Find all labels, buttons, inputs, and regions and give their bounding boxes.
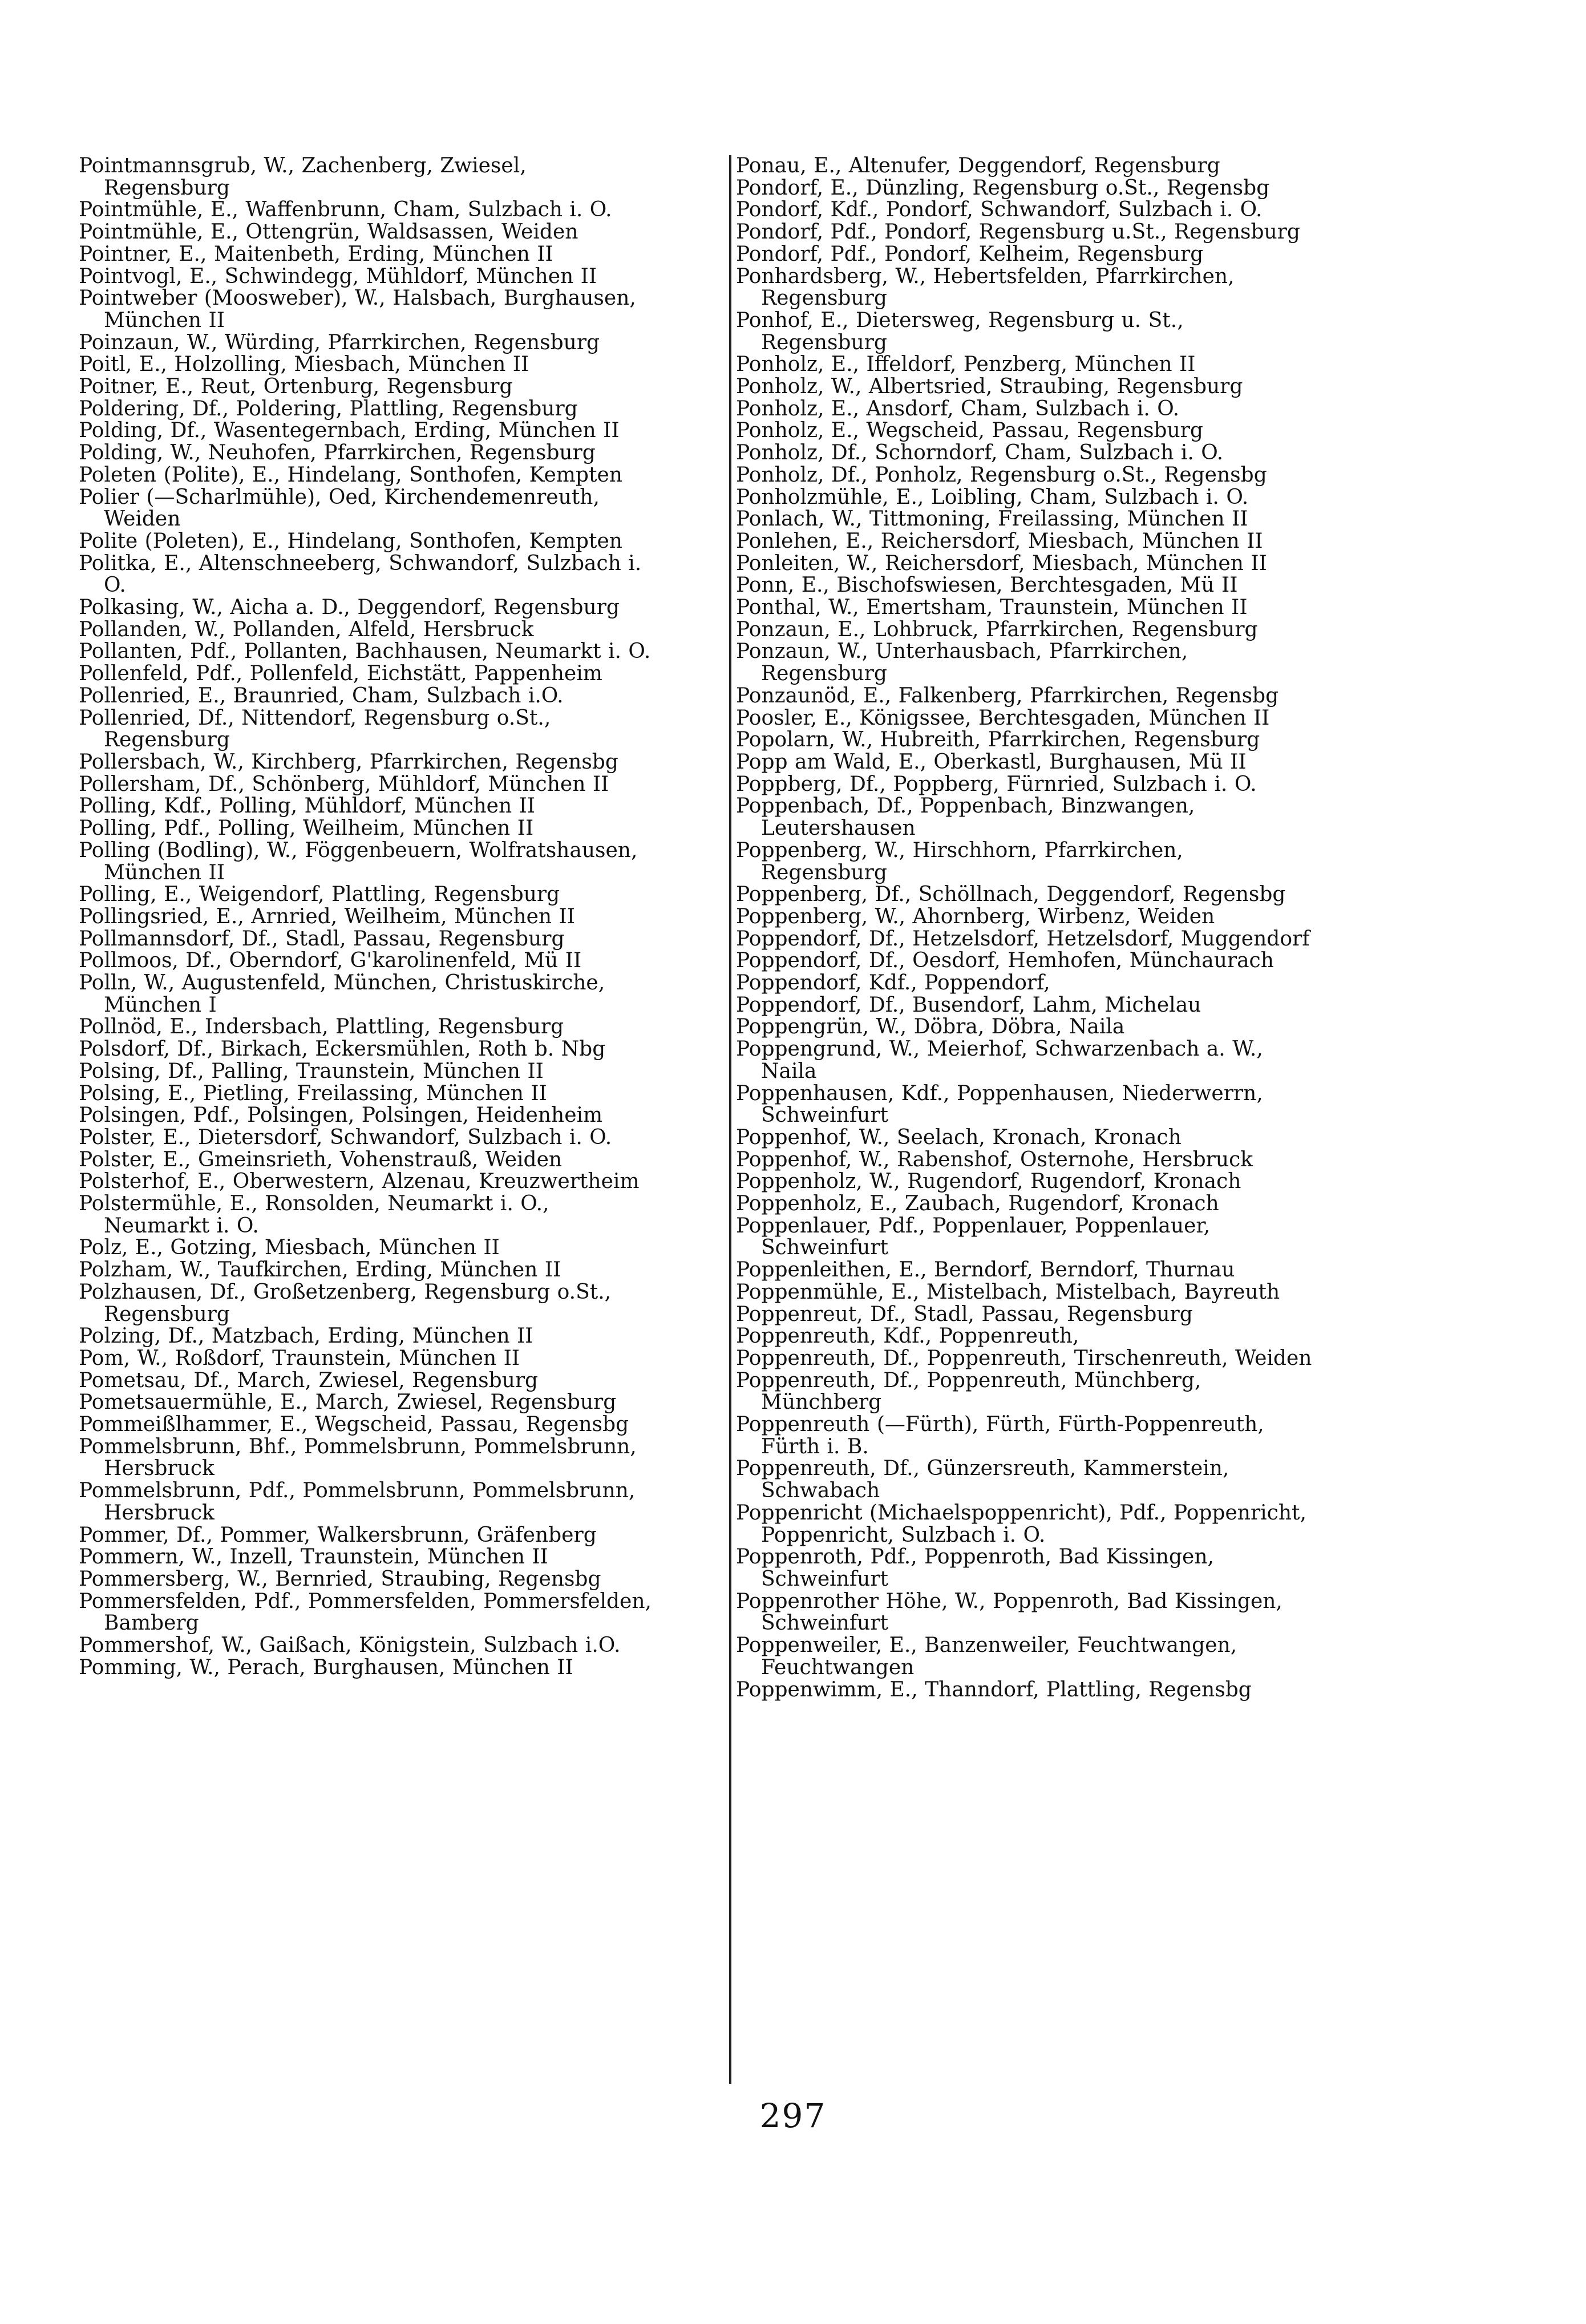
gazetteer-entry: Ponlach, W., Tittmoning, Freilassing, München II [736, 507, 1248, 531]
gazetteer-entry: Poppenhausen, Kdf., Poppenhausen, Niederwerrn, Schweinfurt [736, 1081, 1263, 1127]
gazetteer-entry: Ponholz, E., Ansdorf, Cham, Sulzbach i. O. [736, 397, 1180, 421]
gazetteer-entry: Poppenrother Höhe, W., Poppenroth, Bad Kissingen, Schweinfurt [736, 1589, 1282, 1635]
gazetteer-entry: Poppenleithen, E., Berndorf, Berndorf, Thurnau [736, 1258, 1235, 1282]
gazetteer-entry: Poppenhof, W., Seelach, Kronach, Kronach [736, 1125, 1182, 1149]
gazetteer-entry: Poppenroth, Pdf., Poppenroth, Bad Kissingen, Schweinfurt [736, 1545, 1214, 1591]
column-divider [729, 155, 731, 2084]
gazetteer-entry: Poppenreuth, Df., Poppenreuth, Münchberg, Münchberg [736, 1368, 1201, 1414]
gazetteer-entry: Polsdorf, Df., Birkach, Eckersmühlen, Roth b. Nbg [79, 1037, 606, 1061]
gazetteer-entry: Polier (—Scharlmühle), Oed, Kirchendemenreuth, Weiden [79, 485, 600, 531]
gazetteer-entry: Poppenholz, E., Zaubach, Rugendorf, Kronach [736, 1192, 1219, 1216]
gazetteer-entry: Pondorf, Pdf., Pondorf, Regensburg u.St., Regensburg [736, 220, 1300, 244]
gazetteer-entry: Poppenreuth, Df., Poppenreuth, Tirschenreuth, Weiden [736, 1346, 1312, 1370]
gazetteer-entry: Pointmannsgrub, W., Zachenberg, Zwiesel, Regensburg [79, 154, 527, 200]
gazetteer-entry: Polzham, W., Taufkirchen, Erding, München II [79, 1258, 561, 1282]
gazetteer-entry: Poppenwimm, E., Thanndorf, Plattling, Regensbg [736, 1678, 1252, 1701]
gazetteer-entry: Polling, Kdf., Polling, Mühldorf, München II [79, 794, 536, 818]
gazetteer-entry: Poppengrün, W., Döbra, Döbra, Naila [736, 1015, 1125, 1039]
gazetteer-entry: Pointmühle, E., Ottengrün, Waldsassen, Weiden [79, 220, 578, 244]
gazetteer-entry: Pollenfeld, Pdf., Pollenfeld, Eichstätt, Pappenheim [79, 662, 602, 686]
gazetteer-entry: Polzhausen, Df., Großetzenberg, Regensburg o.St., Regensburg [79, 1280, 612, 1326]
gazetteer-entry: Poppenreuth, Kdf., Poppenreuth, [736, 1324, 1079, 1348]
gazetteer-entry: Pondorf, Pdf., Pondorf, Kelheim, Regensburg [736, 242, 1204, 266]
gazetteer-entry: Polzing, Df., Matzbach, Erding, München II [79, 1324, 533, 1348]
gazetteer-entry: Poitl, E., Holzolling, Miesbach, München II [79, 353, 529, 377]
gazetteer-entry: Ponholz, W., Albertsried, Straubing, Regensburg [736, 375, 1243, 399]
gazetteer-entry: Pomming, W., Perach, Burghausen, München II [79, 1655, 573, 1679]
gazetteer-entry: Poppenberg, W., Hirschhorn, Pfarrkirchen, Regensburg [736, 838, 1183, 884]
gazetteer-entry: Poppendorf, Df., Oesdorf, Hemhofen, Münchaurach [736, 949, 1274, 973]
gazetteer-entry: Popp am Wald, E., Oberkastl, Burghausen, Mü II [736, 750, 1247, 774]
gazetteer-entry: Pollanden, W., Pollanden, Alfeld, Hersbruck [79, 617, 534, 641]
gazetteer-entry: Poppenricht (Michaelspoppenricht), Pdf., Poppenricht, Poppenricht, Sulzbach i. O. [736, 1501, 1306, 1547]
gazetteer-entry: Ponzaunöd, E., Falkenberg, Pfarrkirchen, Regensbg [736, 684, 1279, 708]
gazetteer-entry: Ponholz, Df., Schorndorf, Cham, Sulzbach i. O. [736, 441, 1224, 465]
gazetteer-entry: Pondorf, Kdf., Pondorf, Schwandorf, Sulzbach i. O. [736, 198, 1263, 222]
gazetteer-entry: Poppengrund, W., Meierhof, Schwarzenbach a. W., Naila [736, 1037, 1263, 1083]
gazetteer-entry: Pollmannsdorf, Df., Stadl, Passau, Regensburg [79, 927, 565, 951]
gazetteer-entry: Pommelsbrunn, Bhf., Pommelsbrunn, Pommelsbrunn, Hersbruck [79, 1434, 637, 1481]
gazetteer-entry: Polite (Poleten), E., Hindelang, Sonthofen, Kempten [79, 529, 622, 553]
gazetteer-entry: Poppenberg, Df., Schöllnach, Deggendorf, Regensbg [736, 883, 1286, 907]
gazetteer-entry: Poppenholz, W., Rugendorf, Rugendorf, Kronach [736, 1170, 1241, 1194]
gazetteer-entry: Polling (Bodling), W., Föggenbeuern, Wolfratshausen, München II [79, 838, 638, 884]
gazetteer-entry: Polsterhof, E., Oberwestern, Alzenau, Kreuzwertheim [79, 1170, 640, 1194]
gazetteer-entry: Poppendorf, Kdf., Poppendorf, [736, 971, 1050, 995]
gazetteer-entry: Poppenmühle, E., Mistelbach, Mistelbach, Bayreuth [736, 1280, 1280, 1304]
gazetteer-entry: Ponholz, E., Wegscheid, Passau, Regensburg [736, 419, 1203, 443]
gazetteer-entry: Ponau, E., Altenufer, Deggendorf, Regensburg [736, 154, 1220, 177]
gazetteer-entry: Polster, E., Dietersdorf, Schwandorf, Sulzbach i. O. [79, 1125, 612, 1149]
gazetteer-entry: Pommersberg, W., Bernried, Straubing, Regensbg [79, 1567, 601, 1591]
gazetteer-entry: Poppenweiler, E., Banzenweiler, Feuchtwangen, Feuchtwangen [736, 1634, 1237, 1679]
gazetteer-entry: Poitner, E., Reut, Ortenburg, Regensburg [79, 375, 513, 399]
gazetteer-entry: Pollersbach, W., Kirchberg, Pfarrkirchen, Regensbg [79, 750, 618, 774]
gazetteer-entry: Poppenbach, Df., Poppenbach, Binzwangen, Leutershausen [736, 794, 1195, 840]
gazetteer-entry: Polln, W., Augustenfeld, München, Christuskirche, München I [79, 971, 605, 1017]
gazetteer-entry: Polkasing, W., Aicha a. D., Deggendorf, Regensburg [79, 596, 620, 620]
gazetteer-entry: Pommern, W., Inzell, Traunstein, München II [79, 1545, 548, 1569]
gazetteer-entry: Poppenberg, W., Ahornberg, Wirbenz, Weiden [736, 904, 1215, 928]
gazetteer-entry: Poosler, E., Königssee, Berchtesgaden, München II [736, 706, 1270, 730]
gazetteer-entry: Polsing, E., Pietling, Freilassing, München II [79, 1081, 547, 1105]
gazetteer-entry: Pollmoos, Df., Oberndorf, G'karolinenfeld, Mü II [79, 949, 582, 973]
gazetteer-entry: Ponlehen, E., Reichersdorf, Miesbach, München II [736, 529, 1263, 553]
gazetteer-entry: Pondorf, E., Dünzling, Regensburg o.St., Regensbg [736, 176, 1270, 200]
gazetteer-entry: Poppenreut, Df., Stadl, Passau, Regensburg [736, 1302, 1193, 1326]
gazetteer-entry: Poppenlauer, Pdf., Poppenlauer, Poppenlauer, Schweinfurt [736, 1214, 1211, 1260]
gazetteer-entry: Ponthal, W., Emertsham, Traunstein, München II [736, 596, 1248, 620]
gazetteer-entry: Poinzaun, W., Würding, Pfarrkirchen, Regensburg [79, 330, 600, 354]
gazetteer-entry: Pommersfelden, Pdf., Pommersfelden, Pommersfelden, Bamberg [79, 1589, 652, 1635]
gazetteer-entry: Pom, W., Roßdorf, Traunstein, München II [79, 1346, 520, 1370]
gazetteer-entry: Pommeißlhammer, E., Wegscheid, Passau, Regensbg [79, 1413, 629, 1437]
gazetteer-entry: Polstermühle, E., Ronsolden, Neumarkt i. O., Neumarkt i. O. [79, 1192, 549, 1238]
gazetteer-entry: Polsing, Df., Palling, Traunstein, München II [79, 1059, 544, 1083]
gazetteer-entry: Ponleiten, W., Reichersdorf, Miesbach, München II [736, 551, 1267, 575]
gazetteer-entry: Ponholz, E., Iffeldorf, Penzberg, München II [736, 353, 1196, 377]
gazetteer-entry: Ponzaun, W., Unterhausbach, Pfarrkirchen, Regensburg [736, 640, 1188, 686]
gazetteer-entry: Polster, E., Gmeinsrieth, Vohenstrauß, Weiden [79, 1147, 563, 1171]
gazetteer-entry: Pollenried, Df., Nittendorf, Regensburg o.St., Regensburg [79, 706, 551, 752]
gazetteer-entry: Pollersham, Df., Schönberg, Mühldorf, München II [79, 772, 609, 796]
gazetteer-entry: Poppenreuth (—Fürth), Fürth, Fürth-Poppenreuth, Fürth i. B. [736, 1413, 1264, 1458]
gazetteer-entry: Poldering, Df., Poldering, Plattling, Regensburg [79, 397, 578, 421]
gazetteer-entry: Pollenried, E., Braunried, Cham, Sulzbach i.O. [79, 684, 564, 708]
gazetteer-entry: Polling, E., Weigendorf, Plattling, Regensburg [79, 883, 560, 907]
gazetteer-entry: Polding, W., Neuhofen, Pfarrkirchen, Regensburg [79, 441, 596, 465]
gazetteer-entry: Pointmühle, E., Waffenbrunn, Cham, Sulzbach i. O. [79, 198, 612, 222]
gazetteer-entry: Poppberg, Df., Poppberg, Fürnried, Sulzbach i. O. [736, 772, 1257, 796]
gazetteer-entry: Pollanten, Pdf., Pollanten, Bachhausen, Neumarkt i. O. [79, 640, 651, 664]
gazetteer-entry: Pometsauermühle, E., March, Zwiesel, Regensburg [79, 1391, 617, 1414]
gazetteer-entry: Pommelsbrunn, Pdf., Pommelsbrunn, Pommelsbrunn, Hersbruck [79, 1479, 636, 1525]
gazetteer-entry: Ponholz, Df., Ponholz, Regensburg o.St., Regensbg [736, 463, 1267, 487]
gazetteer-entry: Pointner, E., Maitenbeth, Erding, München II [79, 242, 553, 266]
gazetteer-entry: Pollingsried, E., Arnried, Weilheim, München II [79, 904, 575, 928]
gazetteer-entry: Polling, Pdf., Polling, Weilheim, München II [79, 817, 534, 840]
gazetteer-entry: Polding, Df., Wasentegernbach, Erding, München II [79, 419, 620, 443]
gazetteer-entry: Politka, E., Altenschneeberg, Schwandorf, Sulzbach i. O. [79, 551, 642, 597]
gazetteer-entry: Polsingen, Pdf., Polsingen, Polsingen, Heidenheim [79, 1104, 603, 1127]
left-column [79, 155, 655, 1679]
gazetteer-entry: Poppenreuth, Df., Günzersreuth, Kammerstein, Schwabach [736, 1457, 1229, 1503]
gazetteer-entry: Pollnöd, E., Indersbach, Plattling, Regensburg [79, 1015, 564, 1039]
gazetteer-entry: Pointvogl, E., Schwindegg, Mühldorf, München II [79, 264, 597, 288]
gazetteer-entry: Pometsau, Df., March, Zwiesel, Regensburg [79, 1368, 539, 1392]
gazetteer-entry: Poppendorf, Df., Hetzelsdorf, Hetzelsdorf, Muggendorf [736, 927, 1310, 951]
gazetteer-entry: Ponzaun, E., Lohbruck, Pfarrkirchen, Regensburg [736, 617, 1258, 641]
gazetteer-entry: Pommershof, W., Gaißach, Königstein, Sulzbach i.O. [79, 1634, 621, 1658]
gazetteer-entry: Ponhof, E., Dietersweg, Regensburg u. St., Regensburg [736, 308, 1184, 354]
gazetteer-entry: Poppenhof, W., Rabenshof, Osternohe, Hersbruck [736, 1147, 1253, 1171]
gazetteer-entry: Pointweber (Moosweber), W., Halsbach, Burghausen, München II [79, 286, 636, 332]
gazetteer-entry: Pommer, Df., Pommer, Walkersbrunn, Gräfenberg [79, 1523, 597, 1547]
gazetteer-entry: Ponholzmühle, E., Loibling, Cham, Sulzbach i. O. [736, 485, 1249, 509]
page-number: 297 [759, 2096, 827, 2135]
right-column [736, 155, 1312, 1701]
gazetteer-entry: Poleten (Polite), E., Hindelang, Sonthofen, Kempten [79, 463, 622, 487]
gazetteer-entry: Poppendorf, Df., Busendorf, Lahm, Michelau [736, 993, 1201, 1017]
gazetteer-entry: Popolarn, W., Hubreith, Pfarrkirchen, Regensburg [736, 728, 1260, 752]
gazetteer-entry: Ponhardsberg, W., Hebertsfelden, Pfarrkirchen, Regensburg [736, 264, 1235, 310]
gazetteer-entry: Ponn, E., Bischofswiesen, Berchtesgaden, Mü II [736, 573, 1238, 597]
gazetteer-entry: Polz, E., Gotzing, Miesbach, München II [79, 1236, 500, 1260]
